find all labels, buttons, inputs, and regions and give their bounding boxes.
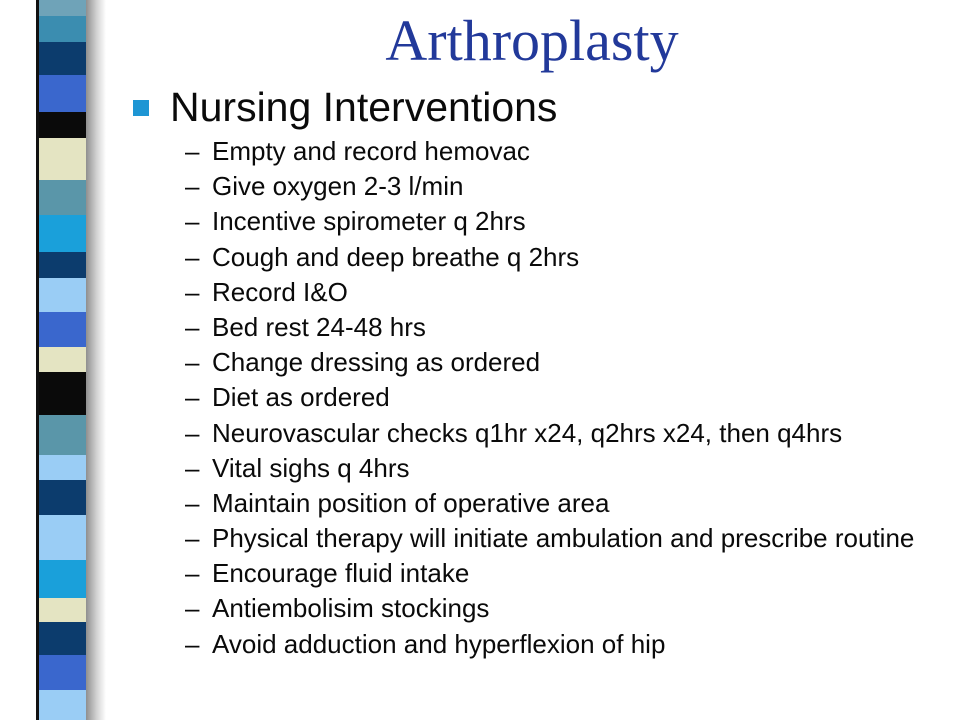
list-item-text: Cough and deep breathe q 2hrs: [212, 241, 580, 272]
dash-bullet: –: [185, 452, 200, 483]
square-bullet-icon: [133, 100, 149, 116]
stripe-block: [39, 690, 86, 720]
list-item: [185, 591, 914, 626]
stripe-block: [39, 180, 86, 215]
list-item-text: Diet as ordered: [212, 382, 390, 413]
stripe-block: [39, 252, 86, 278]
list-item: [185, 486, 914, 521]
stripe-block: [39, 598, 86, 622]
stripe-block: [39, 312, 86, 347]
list-item-text: Encourage fluid intake: [212, 558, 470, 589]
dash-bullet: –: [185, 487, 200, 518]
list-item: [185, 275, 914, 310]
list-item: [185, 556, 914, 591]
dash-bullet: –: [185, 311, 200, 342]
list-item-text: Physical therapy will initiate ambulation and prescribe routine: [212, 523, 915, 554]
list-item: [185, 380, 914, 415]
list-item-text: Change dressing as ordered: [212, 347, 541, 378]
list-item-text: Antiembolisim stockings: [212, 593, 490, 624]
dash-bullet: –: [185, 206, 200, 237]
stripe-block: [39, 560, 86, 598]
dash-bullet: –: [185, 558, 200, 589]
list-item: [185, 416, 914, 451]
stripe-block: [39, 655, 86, 690]
list-item: [185, 240, 914, 275]
stripe-shadow: [86, 0, 106, 720]
dash-bullet: –: [185, 136, 200, 166]
list-item-text: Empty and record hemovac: [212, 136, 530, 166]
list-item-text: Maintain position of operative area: [212, 487, 610, 518]
list-item-text: Incentive spirometer q 2hrs: [212, 206, 526, 237]
stripe-block: [39, 347, 86, 372]
list-item: [185, 310, 914, 345]
list-item-text: Neurovascular checks q1hr x24, q2hrs x24, then q4hrs: [212, 417, 843, 448]
list-item-text: Bed rest 24-48 hrs: [212, 311, 426, 342]
stripe-block: [39, 278, 86, 312]
dash-bullet: –: [185, 171, 200, 202]
list-item: [185, 134, 914, 169]
stripe-block: [39, 622, 86, 655]
stripe-block: [39, 480, 86, 515]
stripe-block: [39, 112, 86, 138]
dash-bullet: –: [185, 241, 200, 272]
stripe-block: [39, 215, 86, 252]
stripe-block: [39, 16, 86, 42]
interventions-list: [185, 134, 914, 662]
stripe-block: [39, 138, 86, 180]
dash-bullet: –: [185, 382, 200, 413]
slide-title: Arthroplasty: [385, 8, 679, 73]
dash-bullet: –: [185, 276, 200, 307]
list-item: [185, 169, 914, 204]
stripe-block: [39, 42, 86, 75]
list-item: [185, 521, 914, 556]
list-item-text: Give oxygen 2-3 l/min: [212, 171, 464, 202]
stripe-block: [39, 515, 86, 560]
stripe-block: [39, 75, 86, 112]
list-item-text: Avoid adduction and hyperflexion of hip: [212, 628, 666, 659]
stripe-block: [39, 0, 86, 16]
list-item: [185, 345, 914, 380]
list-item-text: Record I&O: [212, 276, 348, 307]
list-item: [185, 451, 914, 486]
dash-bullet: –: [185, 628, 200, 659]
section-heading: Nursing Interventions: [170, 84, 558, 130]
stripe-block: [39, 372, 86, 415]
list-item: [185, 204, 914, 239]
stripe-block: [39, 415, 86, 455]
decorative-stripe: [36, 0, 86, 720]
stripe-block: [39, 455, 86, 480]
dash-bullet: –: [185, 347, 200, 378]
list-item: [185, 627, 914, 662]
dash-bullet: –: [185, 417, 200, 448]
dash-bullet: –: [185, 523, 200, 554]
list-item-text: Vital sighs q 4hrs: [212, 452, 410, 483]
dash-bullet: –: [185, 593, 200, 624]
